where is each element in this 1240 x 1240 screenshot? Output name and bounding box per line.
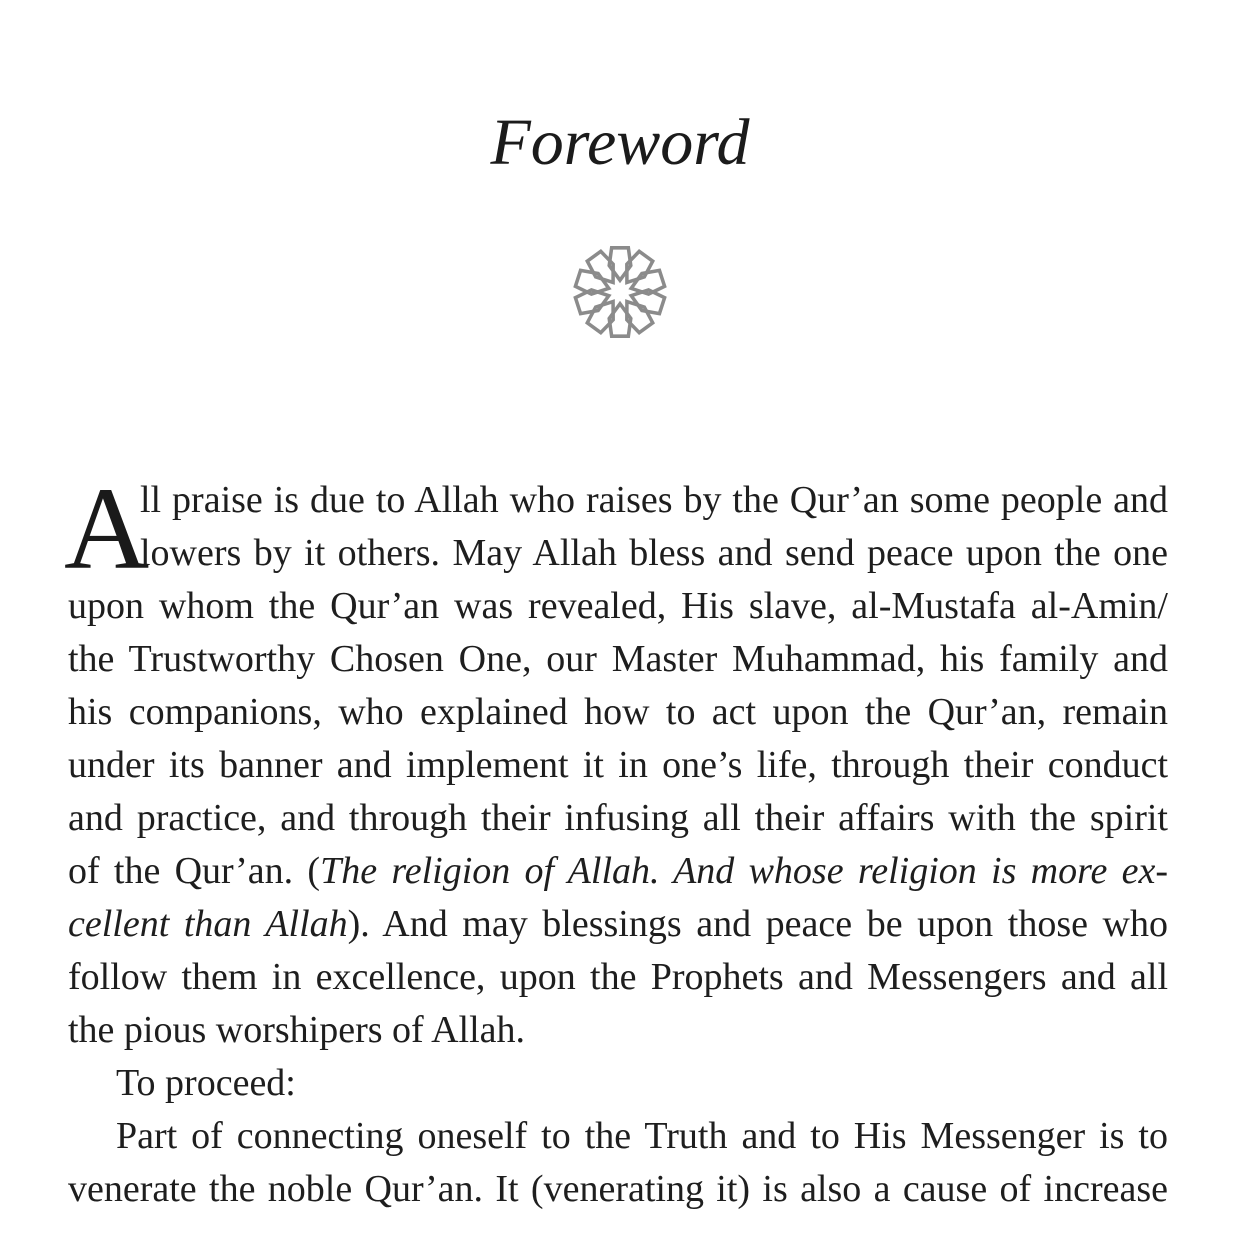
text-line [68, 898, 1168, 951]
text-line [68, 474, 1168, 527]
text-run: ll praise is due to Allah who raises by the Qur’an some people and [140, 479, 1168, 521]
text-line [68, 1004, 1168, 1057]
text-line [68, 633, 1168, 686]
islamic-star-rosette-icon [566, 238, 674, 346]
text-run: follow them in excellence, upon the Prophets and Messengers and all [68, 956, 1168, 998]
italic-text-run: cellent than Allah [68, 903, 348, 945]
drop-cap: A [64, 463, 150, 594]
text-line [68, 1163, 1168, 1216]
text-run: under its banner and implement it in one’s life, through their conduct [68, 744, 1168, 786]
text-run: Part of connecting oneself to the Truth and to His Messenger is to [116, 1115, 1168, 1157]
body-text [64, 463, 1168, 1216]
text-line [68, 792, 1168, 845]
text-line [68, 686, 1168, 739]
text-run: venerate the noble Qur’an. It (venerating it) is also a cause of increase [68, 1168, 1168, 1210]
text-run: ). And may blessings and peace be upon those who [347, 903, 1168, 945]
text-run: and practice, and through their infusing all their affairs with the spirit [68, 797, 1168, 839]
text-run: the pious worshipers of Allah. [68, 1009, 526, 1051]
text-line [68, 951, 1168, 1004]
text-line [68, 527, 1168, 580]
text-run: the Trustworthy Chosen One, our Master Muhammad, his family and [68, 638, 1168, 680]
text-run: upon whom the Qur’an was revealed, His slave, al-Mustafa al-Amin/ [68, 585, 1168, 627]
text-run: lowers by it others. May Allah bless and send peace upon the one [140, 532, 1168, 574]
text-line [68, 739, 1168, 792]
text-line [68, 1057, 1168, 1110]
page-title: Foreword [490, 106, 750, 179]
text-line [68, 845, 1168, 898]
text-line [68, 580, 1168, 633]
text-run: his companions, who explained how to act upon the Qur’an, remain [68, 691, 1168, 733]
text-line [68, 1110, 1168, 1163]
italic-text-run: The religion of Allah. And whose religion is more ex- [320, 850, 1168, 892]
text-run: To proceed: [116, 1062, 296, 1104]
text-run: of the Qur’an. ( [68, 850, 321, 892]
islamic-star-ornament [566, 238, 674, 346]
